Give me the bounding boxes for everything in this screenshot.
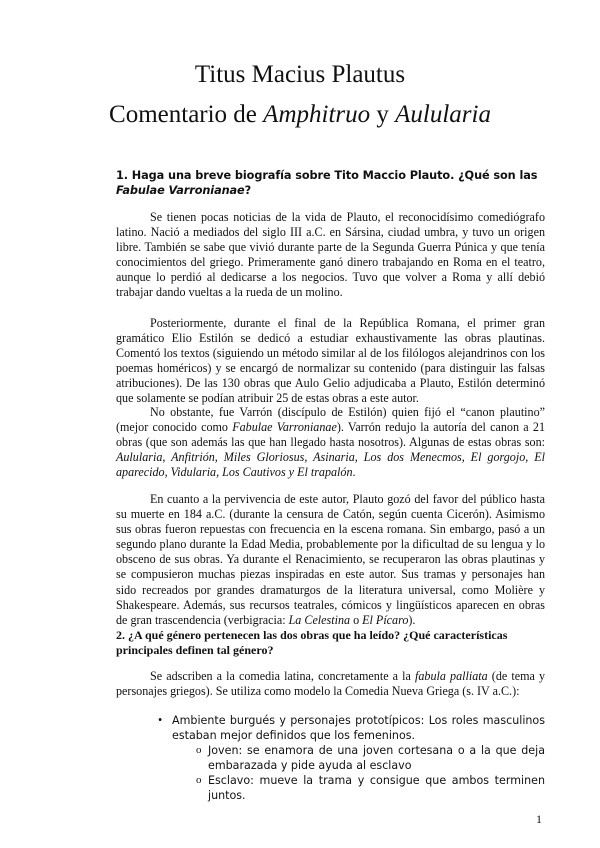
question-1-end: ? xyxy=(244,184,252,197)
question-1-italic: Fabulae Varronianae xyxy=(116,184,245,197)
question-1-text: 1. Haga una breve biografía sobre Tito Maccio Plauto. ¿Qué son las xyxy=(116,169,538,182)
paragraph-varron xyxy=(116,405,545,480)
page-number: 1 xyxy=(536,812,542,826)
subtitle-work-aulularia: Aulularia xyxy=(395,101,491,128)
varron-text-c: . xyxy=(352,465,356,480)
subtitle-connector: y xyxy=(370,101,396,128)
varron-italic-works: Aulularia, Anfitrión, Miles Gloriosus, Asinaria, Los dos Menecmos, El gorgojo, El aparecido, Vidularia, Los Cautivos y El trapalón xyxy=(116,450,545,480)
sub-list-item xyxy=(116,743,545,773)
genero-italic-palliata: fabula palliata xyxy=(415,669,488,683)
paragraph-pervivencia xyxy=(116,492,545,628)
pervivencia-text-a: En cuanto a la pervivencia de este autor, Plauto gozó del favor del público hasta su muerte en 184 a.C. (durante la censura de Catón, según cuenta Cicerón). Asimismo sus obras fueron repuestas con frecuencia en la escena romana. Sin embargo, pasó a un segundo plano durante la Edad Media, probablemente por la dificultad de su lengua y lo obsceno de sus obras. Ya durante el Renacimiento, se recuperaron las obras plautinas y se compusieron muchas piezas inspiradas en este autor. Sus tramas y personajes han sido recreados por grandes dramaturgos de la literatura universal, como Molière y Shakespeare. Además, sus recursos teatrales, cómicos y lingüísticos aparecen en obras de gran trascendencia (verbigracia: xyxy=(116,492,545,627)
question-1 xyxy=(116,168,546,198)
varron-italic-fabulae: Fabulae Varronianae xyxy=(232,420,337,435)
question-2: 2. ¿A qué género pertenecen las dos obras que ha leído? ¿Qué características principales definen tal género? xyxy=(116,628,508,657)
pervivencia-italic-picaro: El Pícaro xyxy=(362,612,409,627)
genero-text-a: Se adscriben a la comedia latina, concretamente a la xyxy=(150,669,416,683)
document-title: Titus Macius Plautus xyxy=(194,61,406,88)
sub-item-esclavo: Esclavo: mueve la trama y consigue que ambos terminen juntos. xyxy=(208,774,545,803)
pervivencia-text-mid: o xyxy=(350,612,363,627)
bullet-text: Ambiente burgués y personajes prototípicos: Los roles masculinos estaban mejor definidos que los femeninos. xyxy=(172,714,545,743)
paragraph-biography: Se tienen pocas noticias de la vida de Plauto, el reconocidísimo comediógrafo latino. Nació a mediados del siglo III a.C. en Sársina, ciudad umbra, y tuvo un origen libre. También se sabe que vivió durante parte de la Segunda Guerra Púnica y que tenía conocimientos del griego. Primeramente ganó dinero trabajando en Roma en el teatro, aunque lo perdió al dedicarse a los negocios. Tuvo que volver a Roma y allí debió trabajar dando vueltas a la rueda de un molino. xyxy=(116,210,545,300)
sub-list xyxy=(172,743,545,803)
characteristics-list xyxy=(116,713,545,804)
sub-list-item xyxy=(116,773,545,803)
subtitle-work-amphitruo: Amphitruo xyxy=(263,101,371,128)
varron-text-a: No obstante, fue Varrón (discípulo de Estilón) quien fijó el “canon plautino” (mejor conocido como xyxy=(116,405,545,435)
varron-text-b: ). Varrón redujo la autoría del canon a 21 obras (que son además las que han llegado hasta nosotros). Algunas de estas obras son: xyxy=(116,420,545,450)
pervivencia-italic-celestina: La Celestina xyxy=(288,612,351,627)
paragraph-genero xyxy=(116,669,545,699)
subtitle-prefix: Comentario de xyxy=(109,101,264,128)
genero-text-b: (de tema y personajes griegos). Se utiliza como modelo la Comedia Nueva Griega (s. IV a.C.): xyxy=(116,669,546,699)
document-subtitle xyxy=(0,100,600,130)
sub-item-joven: Joven: se enamora de una joven cortesana o a la que deja embarazada y pide ayuda al esclavo xyxy=(208,744,545,773)
paragraph-estilon: Posteriormente, durante el final de la República Romana, el primer gran gramático Elio Estilón se dedicó a estudiar exhaustivamente las obras plautinas. Comentó los textos (siguiendo un método similar al de los filólogos alejandrinos con los poemas homéricos) y se encargó de normalizar su contenido (para distinguir las falsas atribuciones). De las 130 obras que Aulo Gelio adjudicaba a Plauto, Estilón determinó que solamente se podían atribuir 25 de estas obras a este autor. xyxy=(116,316,545,406)
list-item xyxy=(116,713,545,804)
pervivencia-text-c: ). xyxy=(408,612,416,627)
